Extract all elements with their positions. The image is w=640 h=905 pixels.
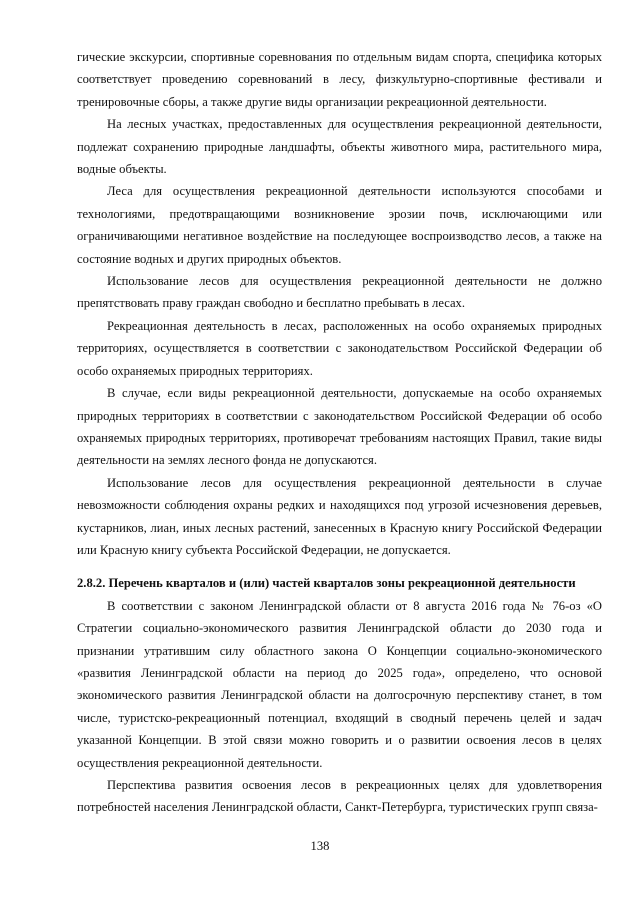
paragraph-6: В случае, если виды рекреационной деятельности, допускаемые на особо охраняемых природных территориях в соответствии с законодательством Российской Федерации об особо охраняемых природных территориях, противоречат требованиям настоящих Правил, такие виды деятельности на землях лесного фонда не допускаются. [77,386,602,468]
paragraph-3: Леса для осуществления рекреационной деятельности используются способами и технологиями, предотвращающими возникновение эрозии почв, исключающими или ограничивающими негативное воздействие на последующее воспроизводство лесов, а также на состояние водных и других природных объектов. [77,184,602,266]
paragraph-5: Рекреационная деятельность в лесах, расположенных на особо охраняемых природных территориях, осуществляется в соответствии с законодательством Российской Федерации об особо охраняемых природных территориях. [77,318,602,378]
document-body [77,46,602,819]
paragraph-9: Перспектива развития освоения лесов в рекреационных целях для удовлетворения потребностей населения Ленинградской области, Санкт-Петербурга, туристических групп связа- [77,778,602,815]
paragraph-1: гические экскурсии, спортивные соревнования по отдельным видам спорта, специфика которых соответствует проведению соревнований в лесу, физкультурно-спортивные фестивали и тренировочные сборы, а также другие виды организации рекреационной деятельности. [77,50,602,109]
paragraph-7: Использование лесов для осуществления рекреационной деятельности в случае невозможности соблюдения охраны редких и находящихся под угрозой исчезновения деревьев, кустарников, лиан, иных лесных растений, занесенных в Красную книгу Российской Федерации или Красную книгу субъекта Российской Федерации, не допускается. [77,475,602,557]
section-heading: 2.8.2. Перечень кварталов и (или) частей кварталов зоны рекреационной деятельности [77,576,576,591]
paragraph-2: На лесных участках, предоставленных для осуществления рекреационной деятельности, подлежат сохранению природные ландшафты, объекты животного мира, растительного мира, водные объекты. [77,117,602,177]
page-number: 138 [310,839,330,853]
paragraph-4: Использование лесов для осуществления рекреационной деятельности не должно препятствовать праву граждан свободно и бесплатно пребывать в лесах. [77,274,602,311]
paragraph-8: В соответствии с законом Ленинградской области от 8 августа 2016 года № 76-оз «О Стратегии социально-экономического развития Ленинградской области до 2030 года и признании утратившим силу областного закона О Концепции социально-экономического «развития Ленинградской области на период до 2025 года», определено, что основой экономического развития Ленинградской области на долгосрочную перспективу станет, в том числе, туристско-рекреационный потенциал, входящий в сводный перечень целей и задач указанной Концепции. В этой связи можно говорить и о развитии освоения лесов в целях осуществления рекреационной деятельности. [77,598,602,770]
